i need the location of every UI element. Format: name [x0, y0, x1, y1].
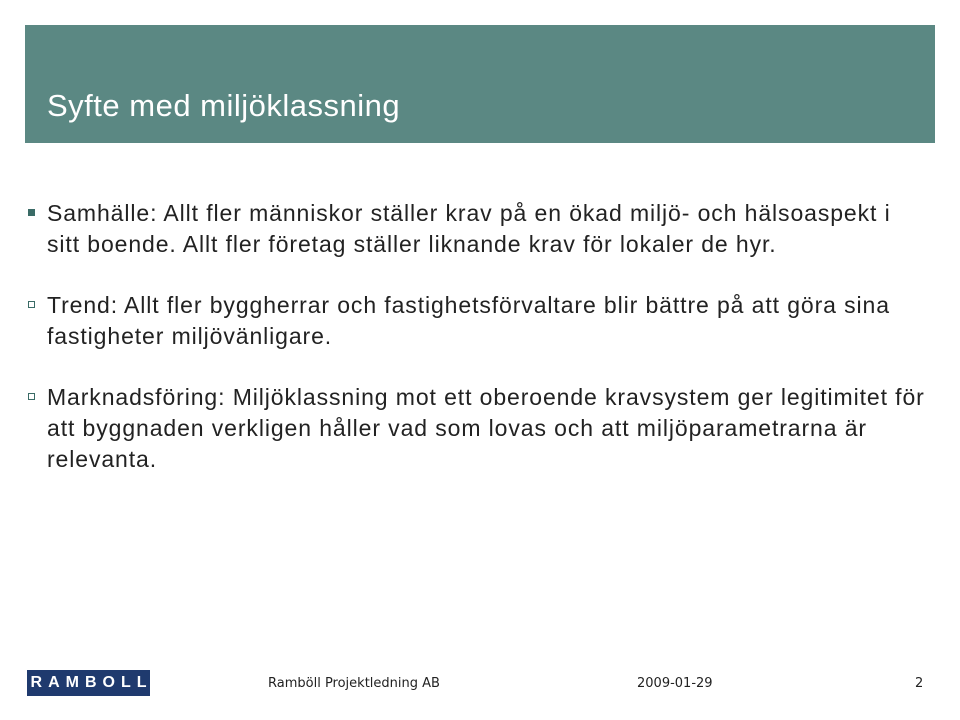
title-bar [25, 25, 935, 143]
hollow-square-bullet-icon [28, 393, 35, 400]
footer-date: 2009-01-29 [637, 676, 713, 691]
bullet-item [26, 382, 926, 475]
ramboll-logo [27, 670, 153, 696]
bullet-item [26, 198, 926, 260]
square-bullet-icon [28, 209, 35, 216]
slide-title: Syfte med miljöklassning [47, 88, 401, 123]
page-number: 2 [915, 676, 924, 691]
logo-text: RAMBOLL [30, 674, 153, 691]
bullet-list [26, 198, 926, 505]
bullet-item [26, 290, 926, 352]
slide-footer [0, 662, 960, 702]
bullet-text: Samhälle: Allt fler människor ställer krav på en ökad miljö- och hälsoaspekt i sitt boende. Allt fler företag ställer liknande krav för lokaler de hyr. [47, 200, 891, 257]
bullet-text: Trend: Allt fler byggherrar och fastighetsförvaltare blir bättre på att göra sina fastigheter miljövänligare. [47, 292, 890, 349]
bullet-text: Marknadsföring: Miljöklassning mot ett oberoende kravsystem ger legitimitet för att byggnaden verkligen håller vad som lovas och att miljöparametrarna är relevanta. [47, 384, 925, 472]
hollow-square-bullet-icon [28, 301, 35, 308]
footer-company: Ramböll Projektledning AB [268, 676, 440, 691]
